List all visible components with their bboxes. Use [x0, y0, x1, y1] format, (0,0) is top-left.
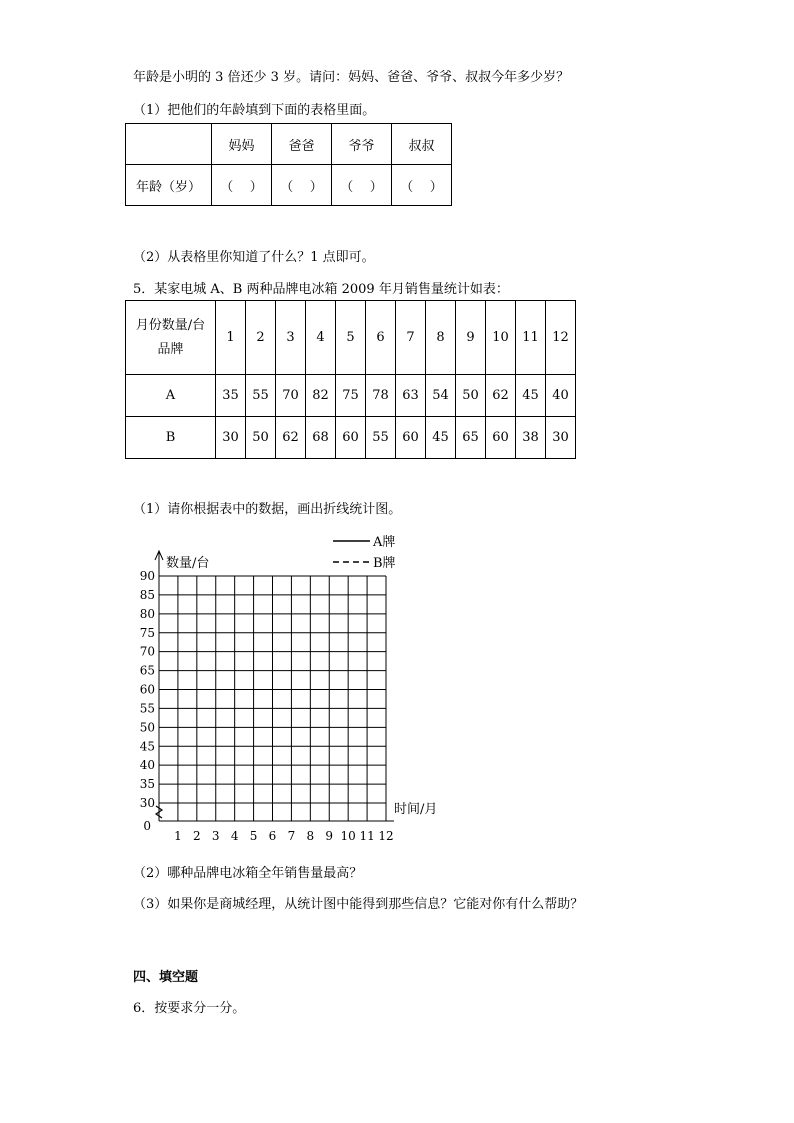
age-blank-mom[interactable]: （ ） — [212, 165, 272, 206]
axis-break-icon — [156, 806, 162, 818]
sales-cell: 30 — [216, 417, 246, 459]
sales-cell: 45 — [516, 375, 546, 417]
sales-cell: 45 — [426, 417, 456, 459]
sales-cell: 60 — [336, 417, 366, 459]
sales-cell: 38 — [516, 417, 546, 459]
month-header: 6 — [366, 301, 396, 375]
y-tick-label: 70 — [139, 644, 155, 659]
sales-cell: 50 — [246, 417, 276, 459]
month-header: 8 — [426, 301, 456, 375]
sales-cell: 60 — [486, 417, 516, 459]
y-tick-label: 45 — [139, 739, 155, 754]
sales-cell: 60 — [396, 417, 426, 459]
x-tick-label: 8 — [306, 829, 315, 843]
q4-part1: （1）把他们的年龄填到下面的表格里面。 — [133, 103, 376, 118]
sales-cell: 54 — [426, 375, 456, 417]
legend-label: B牌 — [373, 556, 396, 571]
age-blank-uncle[interactable]: （ ） — [392, 165, 452, 206]
x-tick-label: 3 — [211, 829, 220, 843]
age-header-mom: 妈妈 — [212, 124, 272, 165]
sales-cell: 63 — [396, 375, 426, 417]
y-tick-label: 85 — [139, 587, 155, 602]
age-blank-grandpa[interactable]: （ ） — [332, 165, 392, 206]
x-tick-label: 11 — [359, 829, 375, 843]
age-header-dad: 爸爸 — [272, 124, 332, 165]
sales-cell: 65 — [456, 417, 486, 459]
month-header: 2 — [246, 301, 276, 375]
sales-cell: 55 — [246, 375, 276, 417]
month-header: 5 — [336, 301, 366, 375]
x-tick-label: 12 — [378, 829, 394, 843]
y-tick-label: 30 — [139, 796, 155, 810]
intro-line: 年龄是小明的 3 倍还少 3 岁。请问：妈妈、爸爸、爷爷、叔叔今年多少岁？ — [133, 70, 570, 85]
y-tick-label: 55 — [139, 701, 155, 716]
y-tick-label: 90 — [139, 569, 155, 583]
brand-label: B — [126, 417, 216, 459]
x-tick-label: 9 — [325, 829, 334, 843]
month-header: 4 — [306, 301, 336, 375]
sales-cell: 55 — [366, 417, 396, 459]
q6: 6．按要求分一分。 — [133, 1001, 246, 1016]
y-tick-label: 60 — [139, 682, 155, 697]
y-tick-label: 75 — [139, 625, 155, 640]
sales-cell: 70 — [276, 375, 306, 417]
legend-label: A牌 — [373, 535, 396, 550]
month-header: 12 — [546, 301, 576, 375]
sales-cell: 40 — [546, 375, 576, 417]
age-header-uncle: 叔叔 — [392, 124, 452, 165]
age-header-grandpa: 爷爷 — [332, 124, 392, 165]
month-header: 11 — [516, 301, 546, 375]
y-axis-title: 数量/台 — [166, 556, 210, 571]
x-tick-label: 7 — [287, 829, 296, 843]
sales-cell: 50 — [456, 375, 486, 417]
q4-part2: （2）从表格里你知道了什么？1 点即可。 — [133, 250, 375, 265]
y-tick-label: 80 — [139, 606, 155, 621]
y-tick-label: 40 — [139, 758, 155, 773]
q5-title: 5．某家电城 A、B 两种品牌电冰箱 2009 年月销售量统计如表： — [133, 282, 509, 297]
sales-cell: 82 — [306, 375, 336, 417]
q5-part2: （2）哪种品牌电冰箱全年销售量最高？ — [133, 866, 363, 881]
corner-top-label: 月份数量/台 — [135, 317, 206, 333]
y-tick-label: 65 — [139, 663, 155, 678]
q5-part1: （1）请你根据表中的数据，画出折线统计图。 — [133, 502, 402, 517]
month-header: 9 — [456, 301, 486, 375]
section-four-heading: 四、填空题 — [133, 970, 199, 985]
x-axis-title: 时间/月 — [394, 802, 438, 817]
x-tick-label: 2 — [193, 829, 201, 843]
x-tick-label: 6 — [268, 829, 277, 843]
age-blank-dad[interactable]: （ ） — [272, 165, 332, 206]
y-tick-label: 50 — [139, 720, 155, 735]
origin-label: 0 — [143, 819, 151, 833]
sales-cell: 62 — [276, 417, 306, 459]
y-tick-label: 35 — [139, 777, 155, 792]
x-tick-label: 10 — [340, 829, 356, 843]
corner-bottom-label: 品牌 — [157, 341, 184, 357]
sales-cell: 62 — [486, 375, 516, 417]
sales-cell: 30 — [546, 417, 576, 459]
sales-cell: 68 — [306, 417, 336, 459]
x-tick-label: 5 — [249, 829, 258, 843]
sales-cell: 75 — [336, 375, 366, 417]
sales-cell: 35 — [216, 375, 246, 417]
q5-part3: （3）如果你是商城经理，从统计图中能得到那些信息？它能对你有什么帮助？ — [133, 897, 584, 912]
month-header: 10 — [486, 301, 516, 375]
month-header: 1 — [216, 301, 246, 375]
x-tick-label: 1 — [174, 829, 182, 843]
age-row-label: 年龄（岁） — [126, 165, 212, 206]
month-header: 3 — [276, 301, 306, 375]
brand-label: A — [126, 375, 216, 417]
x-tick-label: 4 — [230, 829, 239, 843]
month-header: 7 — [396, 301, 426, 375]
sales-cell: 78 — [366, 375, 396, 417]
